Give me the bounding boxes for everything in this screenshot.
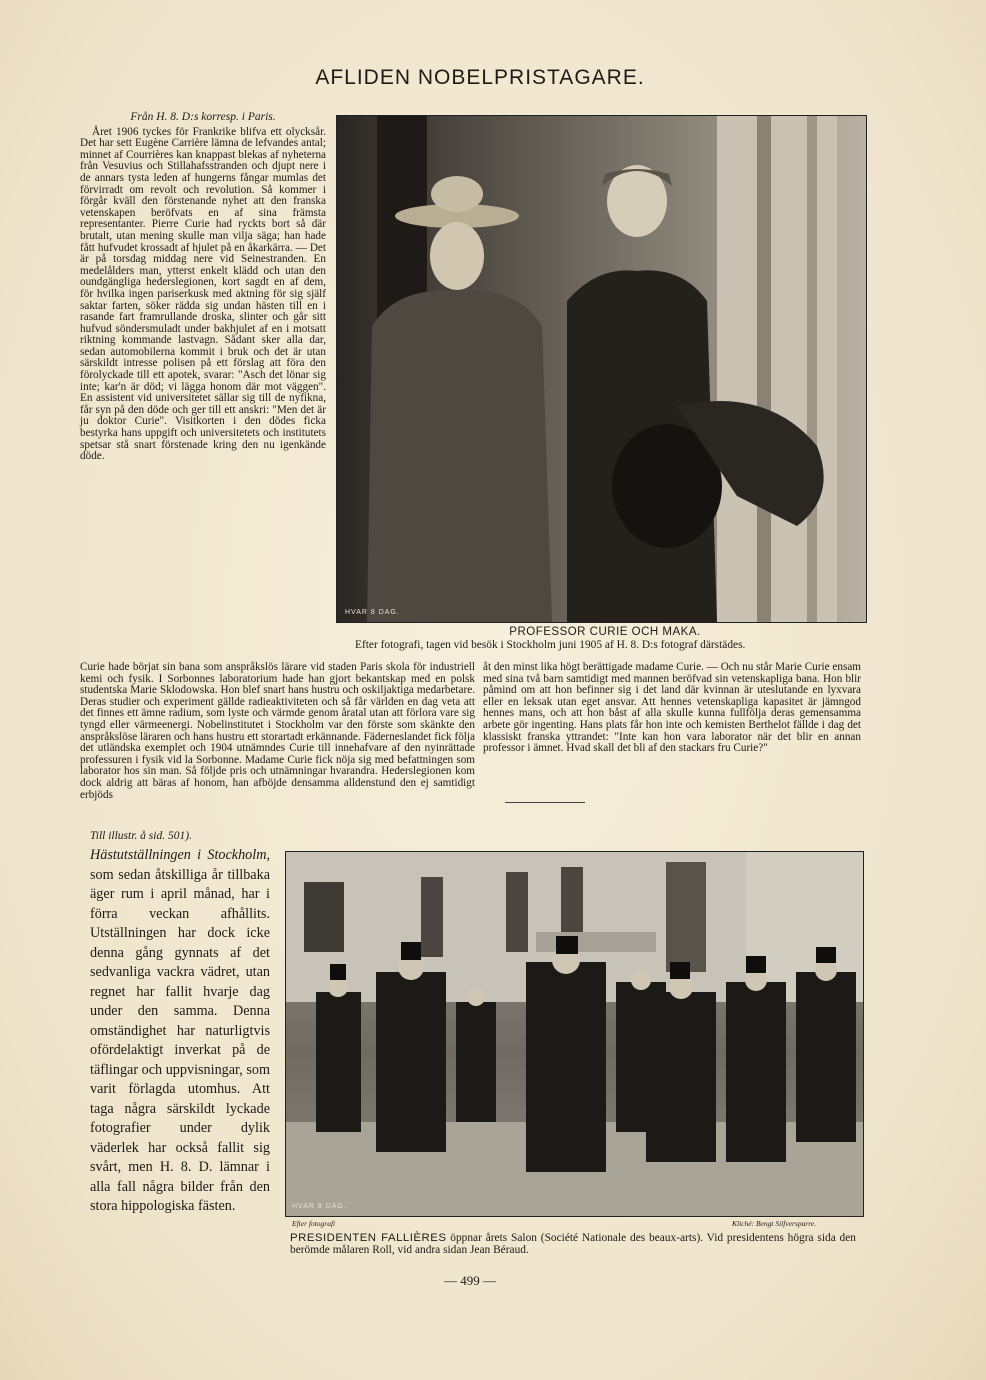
divider: [505, 802, 585, 803]
article-paragraph: åt den minst lika högt berättigade madame Curie. — Och nu står Marie Curie ensam med sina två barn samtidigt med mannen beröfvad sin vetenskapliga bana. Hon blir påmind om att hon befinner sig i det land där kvinnan är uteslutande en lyxvara eller en leksak utan eget ansvar. Att hennes vetenskapliga kapasitet är jämngod hennes mans, och att hon båst af alla skulle kunna fullfölja deras gemensamma arbete gör ingenting. Hans plats får hon inte och kemisten Berthelot fällde i dag det klassiskt franska yttrandet: "Inte kan hon vara laborator när det blir en annan professor i ämnet. Hvad skall det bli af den stackars fru Curie?": [483, 661, 861, 755]
curie-portrait-photo: [336, 115, 867, 623]
byline: Från H. 8. D:s korresp. i Paris.: [130, 111, 276, 123]
illustration-ref: Till illustr. å sid. 501).: [90, 830, 192, 842]
curie-article-column: [80, 112, 326, 463]
horse-show-article: [90, 830, 270, 1217]
photo-credit: Efter fotografi, tagen vid besök i Stockholm juni 1905 af H. 8. D:s fotograf därstädes.: [355, 639, 746, 651]
fallieres-salon-photo: [285, 851, 864, 1217]
curie-article-continued: [80, 662, 475, 801]
curie-article-right: [483, 662, 861, 755]
article-paragraph: som sedan åtskilliga år tillbaka äger rum i april månad, har i förra veckan afhållits. Utställningen har dock icke denna gång gynnats af det sedvanliga vackra vädret, utan regnet har fallit hvarje dag under den samma. Denna omständighet har naturligtvis ofördelaktigt inverkat på de täflingar och uppvisningar, som varit förlagda utomhus. Att taga några särskildt lyckade fotografier under dylik väderlek har också fallit sig svårt, men H. 8. D. lämnar i alla fall några bilder från den stora hippologiska fästen.: [90, 866, 270, 1214]
page-number: — 499 —: [444, 1273, 496, 1288]
caption-heading: PRESIDENTEN FALLIÈRES: [290, 1232, 447, 1244]
article-paragraph: Curie hade börjat sin bana som anspråkslös lärare vid staden Paris skola för industriell kemi och fysik. I Sorbonnes laboratorium hade han gjort bekantskap med en polsk studentska Marie Sklodowska. Hon blef snart hans hustru och oskiljaktiga medarbetare. Deras studier och experiment gällde radieaktiviteten och så får världen en dag veta att det finnes ett ämne radium, som lyste och värmde genom åratal utan att förlora vare sig tyngd eller värmeenergi. Nobelinstitutet i Stockholm var den förste som skänkte den anspråkslöse läraren och hans hustru ett storartadt erkännande. Fäderneslandet fick följa det utländska exemplet och 1904 utnämndes Curie till innehafvare af den nyinrättade professuren i fysik vid la Sorbonne. Madame Curie fick nöja sig med befattningen som laborator hos sin man. Så följde pris och utnämningar hvarandra. Hederslegionen kom dock aldrig att bäras af honom, han afböjde densamma alldenstund den ej samtidigt erbjöds: [80, 661, 475, 801]
photo-stamp: HVAR 8 DAG.: [345, 609, 400, 616]
fallieres-caption: [290, 1233, 856, 1256]
article-paragraph: Året 1906 tyckes för Frankrike blifva ett olycksår. Det har sett Eugène Carrière lämna de lefvandes antal; minnet af Courrières kan knappast blekas af nyheterna från Vesuvius och Stillahafsstranden och djupt nere i de annars tysta leden af hungerns fångar mumlas det förvirradt om revolt och revolution. Så kommer i förgår kväll den förstenande nyhet att den franska vetenskapen beröfvats en af sina främsta representanter. Pierre Curie had ryckts bort så där brutalt, utan mening skulle man vilja säga; han hade fått hufvudet krossadt af hjulet på en åkarkärra. — Det är på torsdag middag nere vid Seinestranden. En medelålders man, ytterst enkelt klädd och utan den oundgängliga hederslegionen, kort sagdt en af dem, för hvilka ingen pariserkusk med aktning för sig själf saktar farten, söker rädda sig undan hästen till en i rasande fart framrullande droska, slinter och går sitt hufvud söndersmuladt under bakhjulet af en i motsatt riktning kommande lastvagn. Sådant sker alla dar, sedan automobilerna kommit i bruk och det är utan särskildt intresse polisen på ett förslag att föra den förolyckade till ett apotek, svarar: "Asch det lönar sig inte; kar'n är död; vi lägga honom där mot väggen". En assistent vid universitetet sällar sig till de nyfikna, får syn på den döde och ger till ett anskri: "Men det är ju doktor Curie". Visitkorten i den dödes ficka bestyrka hans uppgift och universitetets och institutets spetsar stå snart förstenade kring den nu igenkände döde.: [80, 125, 326, 463]
photo-credit-left: Efter fotografi: [292, 1219, 336, 1228]
photo-credit-right: Kliché: Bengt Silfversparre.: [732, 1219, 817, 1228]
caption-text: öppnar årets Salon (Société Nationale des beaux-arts). Vid presidentens högra sida den berömde målaren Roll, vid andra sidan Jean Béraud.: [290, 1232, 857, 1256]
photo-stamp: HVAR 8 DAG.: [292, 1203, 347, 1210]
photo-caption: PROFESSOR CURIE OCH MAKA.: [509, 626, 701, 638]
page-title: AFLIDEN NOBELPRISTAGARE.: [315, 66, 645, 89]
article-lead: Hästutställningen i Stockholm,: [90, 847, 270, 863]
